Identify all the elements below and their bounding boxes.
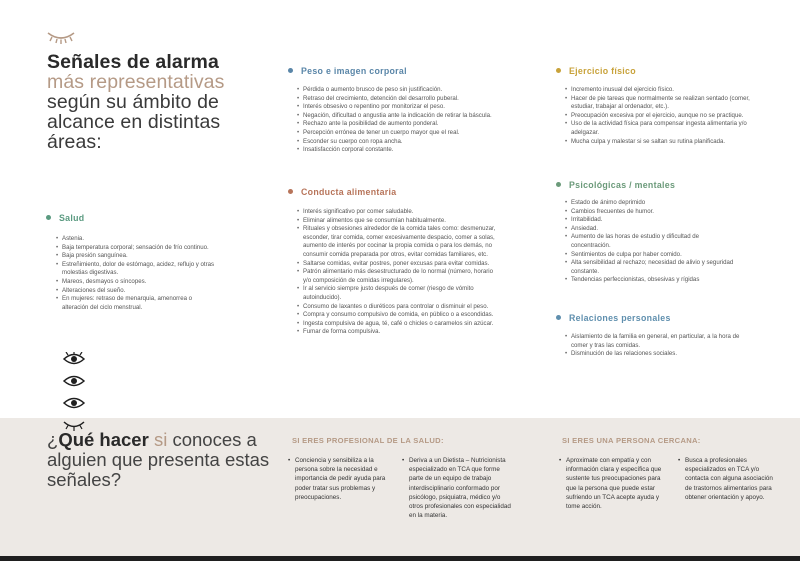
list-item: • Aislamiento de la familia en general, en particular, a la hora de comer y tras las comidas. [565,333,745,350]
list-item: • Rechazo ante la posibilidad de aumento ponderal. [297,120,507,129]
title-colored: más representativas [47,71,225,93]
list-item: • Negación, dificultad o angustia ante la indicación de retirar la báscula. [297,112,507,121]
ejercicio-heading-text: Ejercicio físico [569,66,636,76]
profesional-col1 [288,456,396,502]
list-item: • Irritabilidad. [565,216,740,225]
list-item: • Estado de ánimo deprimido [565,199,740,208]
list-item: • Conciencia y sensibiliza a la persona sobre la necesidad e importancia de pedir ayuda para poder tratar sus problemas y preocupaciones. [288,456,396,502]
list-item: • Saltarse comidas, evitar postres, poner excusas para evitar comidas. [297,260,499,269]
list-item: • Ansiedad. [565,225,740,234]
list-item: • Eliminar alimentos que se consumían habitualmente. [297,217,499,226]
list-item: • Alta sensibilidad al rechazo; necesidad de alivio y seguridad constante. [565,259,740,276]
salud-bullet-icon [46,215,51,220]
conducta-heading-text: Conducta alimentaria [301,187,397,197]
list-item: • Esconder su cuerpo con ropa ancha. [297,138,507,147]
cercana-col2 [678,456,778,502]
conducta-heading [301,187,396,197]
psico-heading-text: Psicológicas / mentales [569,180,676,190]
bottom-border [0,556,800,561]
list-item: • Preocupación excesiva por el ejercicio, aunque no se practique. [565,112,765,121]
ejercicio-heading [569,66,636,76]
eye-open-icon [63,396,85,410]
eye-open-icon [63,352,85,366]
list-item: • Interés significativo por comer saludable. [297,208,499,217]
eye-open-icon [63,374,85,388]
eye-icons [63,352,87,440]
psico-list [565,199,740,285]
question-bold: Qué hacer [58,429,149,450]
relaciones-bullet-icon [556,315,561,320]
list-item: • Compra y consumo compulsivo de comida, en público o a escondidas. [297,311,499,320]
list-item: • Ingesta compulsiva de agua, té, café o chicles o caramelos sin azúcar. [297,320,499,329]
peso-heading-text: Peso e imagen corporal [301,66,407,76]
psico-bullet-icon [556,182,561,187]
title-rest: según su ámbito de alcance en distintas áreas: [47,91,221,153]
list-item: • Astenia. [56,235,216,244]
list-item: • Interés obsesivo o repentino por monitorizar el peso. [297,103,507,112]
list-item: • Cambios frecuentes de humor. [565,208,740,217]
ejercicio-bullet-icon [556,68,561,73]
question-rest: conoces a alguien que presenta estas señales? [47,429,270,490]
peso-bullet-icon [288,68,293,73]
cercana-col1 [559,456,667,511]
list-item: • Consumo de laxantes o diuréticos para controlar o disminuir el peso. [297,303,499,312]
list-item: • Mucha culpa y malestar si se saltan su rutina planificada. [565,138,765,147]
list-item: • Baja presión sanguínea. [56,252,216,261]
list-item: • Aproximate con empatía y con información clara y específica que sustente tus preocupaciones para que la persona que puede estar sufriendo un TCA acepte ayuda y tome acción. [559,456,667,511]
cercana-heading: SI ERES UNA PERSONA CERCANA: [562,436,701,445]
list-item: • Deriva a un Dietista – Nutricionista especializado en TCA que forme parte de un equipo de trabajo interdisciplinario conformado por psicólogo, psiquiatra, médico y/o otros profesionales con especialidad en la materia. [402,456,514,520]
question-colored: si [148,429,168,450]
ejercicio-list [565,86,765,146]
list-item: • Tendencias perfeccionistas, obsesivas y rígidas [565,276,740,285]
salud-heading-text: Salud [59,213,85,223]
list-item: • Pérdida o aumento brusco de peso sin justificación. [297,86,507,95]
profesional-heading: SI ERES PROFESIONAL DE LA SALUD: [292,436,444,445]
peso-heading [301,66,407,76]
closed-eye-icon [46,30,76,46]
page-title [47,52,247,152]
list-item: • Insatisfacción corporal constante. [297,146,507,155]
title-bold: Señales de alarma [47,51,219,73]
question-title [47,430,277,490]
salud-heading [59,213,84,223]
list-item: • Estreñimiento, dolor de estómago, acidez, reflujo y otras molestias digestivas. [56,261,216,278]
conducta-list [297,208,499,337]
psico-heading [569,180,675,190]
list-item: • Fumar de forma compulsiva. [297,328,499,337]
conducta-bullet-icon [288,189,293,194]
list-item: • Patrón alimentario más desestructurado de lo normal (número, horario y/o composición de comidas irregulares). [297,268,499,285]
profesional-col2 [402,456,514,520]
list-item: • Incremento inusual del ejercicio físico. [565,86,765,95]
list-item: • Sentimientos de culpa por haber comido. [565,251,740,260]
list-item: • En mujeres: retraso de menarquia, amenorrea o alteración del ciclo menstrual. [56,295,216,312]
list-item: • Ir al servicio siempre justo después de comer (riesgo de vómito autoinducido). [297,285,499,302]
list-item: • Aumento de las horas de estudio y dificultad de concentración. [565,233,740,250]
list-item: • Busca a profesionales especializados en TCA y/o contacta con alguna asociación de trastornos alimentarios para obtener orientación y apoyo. [678,456,778,502]
relaciones-list [565,333,745,359]
list-item: • Percepción errónea de tener un cuerpo mayor que el real. [297,129,507,138]
salud-list [56,235,216,312]
peso-list [297,86,507,155]
list-item: • Alteraciones del sueño. [56,287,216,296]
question-open-mark: ¿ [47,429,59,450]
list-item: • Rituales y obsesiones alrededor de la comida tales como: desmenuzar, esconder, tirar comida, comer excesivamente despacio, comer a solas, aumento de interés por cocinar la propia comida o para los demás, no consumir comida preparada por otros, evitar comidas familiares, etc. [297,225,499,259]
list-item: • Disminución de las relaciones sociales. [565,350,745,359]
list-item: • Mareos, desmayos o síncopes. [56,278,216,287]
list-item: • Hacer de pie tareas que normalmente se realizan sentado (comer, estudiar, trabajar al ordenador, etc.). [565,95,765,112]
relaciones-heading-text: Relaciones personales [569,313,671,323]
list-item: • Baja temperatura corporal; sensación de frío continuo. [56,244,216,253]
list-item: • Retraso del crecimiento, detención del desarrollo puberal. [297,95,507,104]
relaciones-heading [569,313,671,323]
list-item: • Uso de la actividad física para compensar ingesta alimentaria y/o adelgazar. [565,120,765,137]
